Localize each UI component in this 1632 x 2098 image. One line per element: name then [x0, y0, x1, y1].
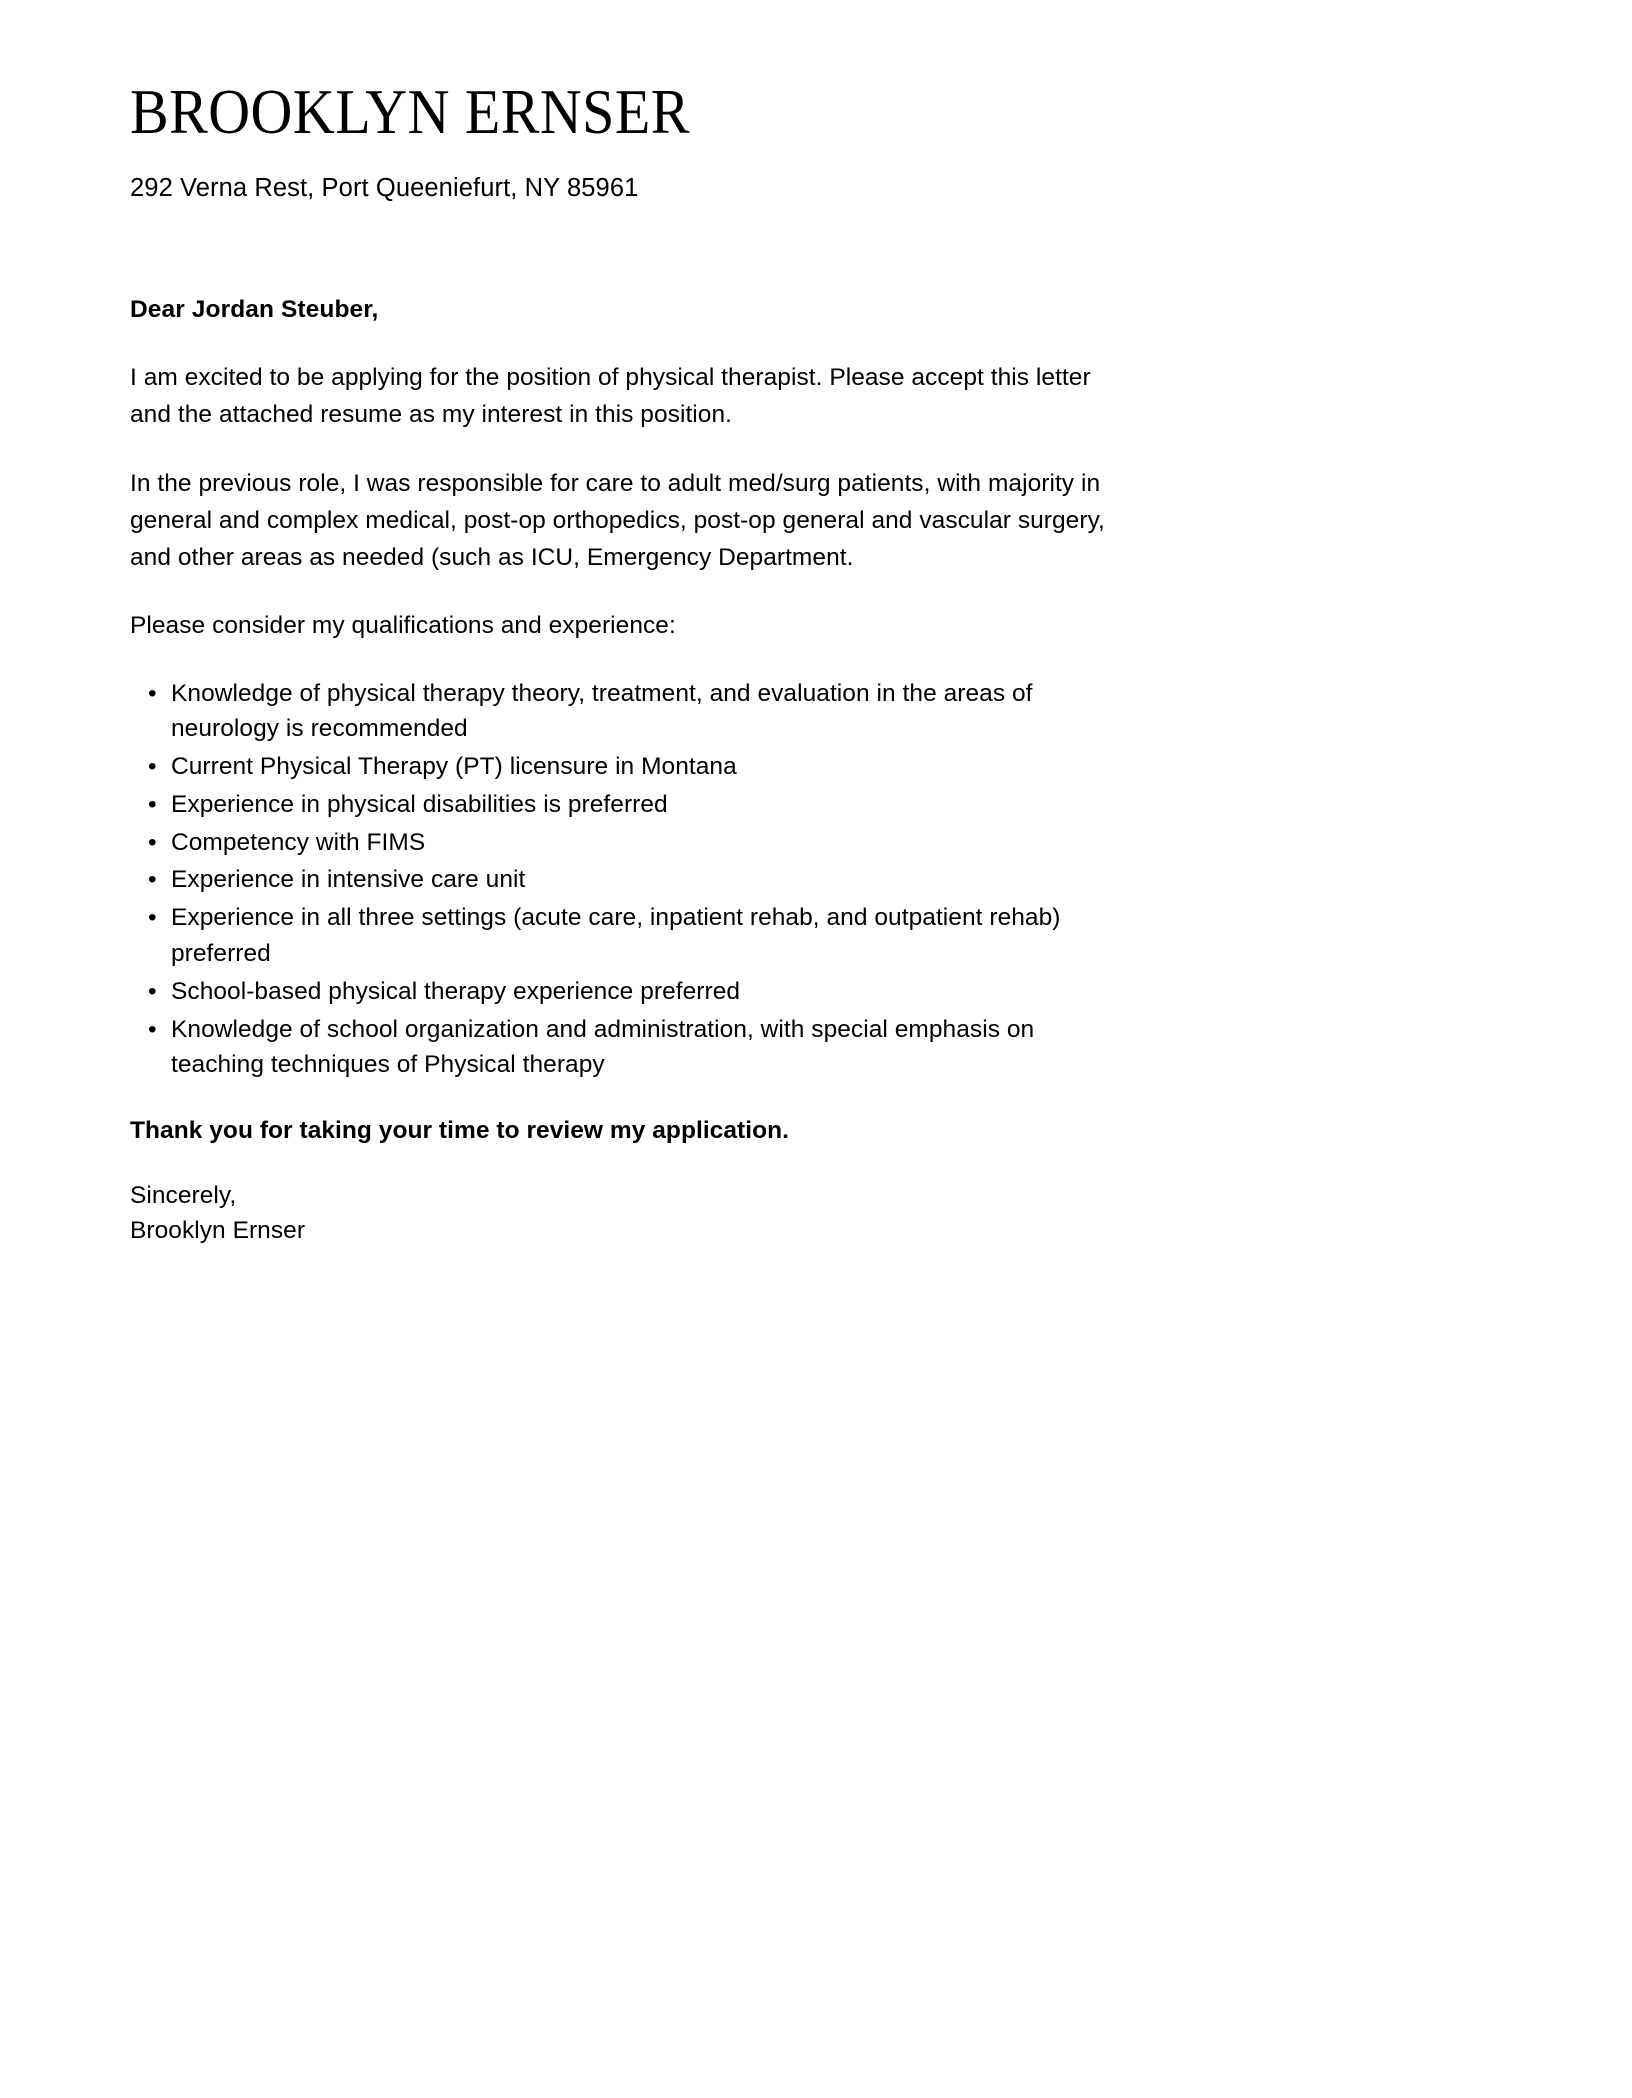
- list-item: • School-based physical therapy experience preferred: [130, 974, 1130, 1010]
- salutation: Dear Jordan Steuber,: [130, 296, 379, 324]
- letter-body: [130, 293, 1130, 1249]
- paragraph-intro: I am excited to be applying for the position of physical therapist. Please accept this letter and the attached resume as my interest in this position.: [130, 364, 1091, 429]
- paragraph-qualifications-intro: Please consider my qualifications and experience:: [130, 612, 676, 640]
- qualifications-list: [130, 676, 1130, 1083]
- paragraph-experience: In the previous role, I was responsible for care to adult med/surg patients, with majority in general and complex medical, post-op orthopedics, post-op general and vascular surgery, and other areas as needed (such as ICU, Emergency Department.: [130, 469, 1105, 572]
- signature-name: Brooklyn Ernser: [130, 1217, 306, 1245]
- list-item: • Experience in physical disabilities is preferred: [130, 787, 1130, 823]
- letter-content: [130, 78, 1130, 1249]
- list-item: • Knowledge of physical therapy theory, treatment, and evaluation in the areas of neurology is recommended: [130, 676, 1130, 748]
- list-item: • Experience in intensive care unit: [130, 862, 1130, 898]
- signature-block: [130, 1179, 1130, 1249]
- list-item: • Knowledge of school organization and administration, with special emphasis on teaching techniques of Physical therapy: [130, 1012, 1130, 1084]
- contact-address: 292 Verna Rest, Port Queeniefurt, NY 85961: [130, 174, 639, 203]
- list-item: • Experience in all three settings (acute care, inpatient rehab, and outpatient rehab) preferred: [130, 900, 1130, 972]
- list-item: • Current Physical Therapy (PT) licensure in Montana: [130, 749, 1130, 785]
- sign-off-line: Sincerely,: [130, 1182, 237, 1210]
- closing-statement: Thank you for taking your time to review my application.: [130, 1117, 789, 1145]
- page-title: BROOKLYN ERNSER: [130, 77, 690, 147]
- list-item: • Competency with FIMS: [130, 825, 1130, 861]
